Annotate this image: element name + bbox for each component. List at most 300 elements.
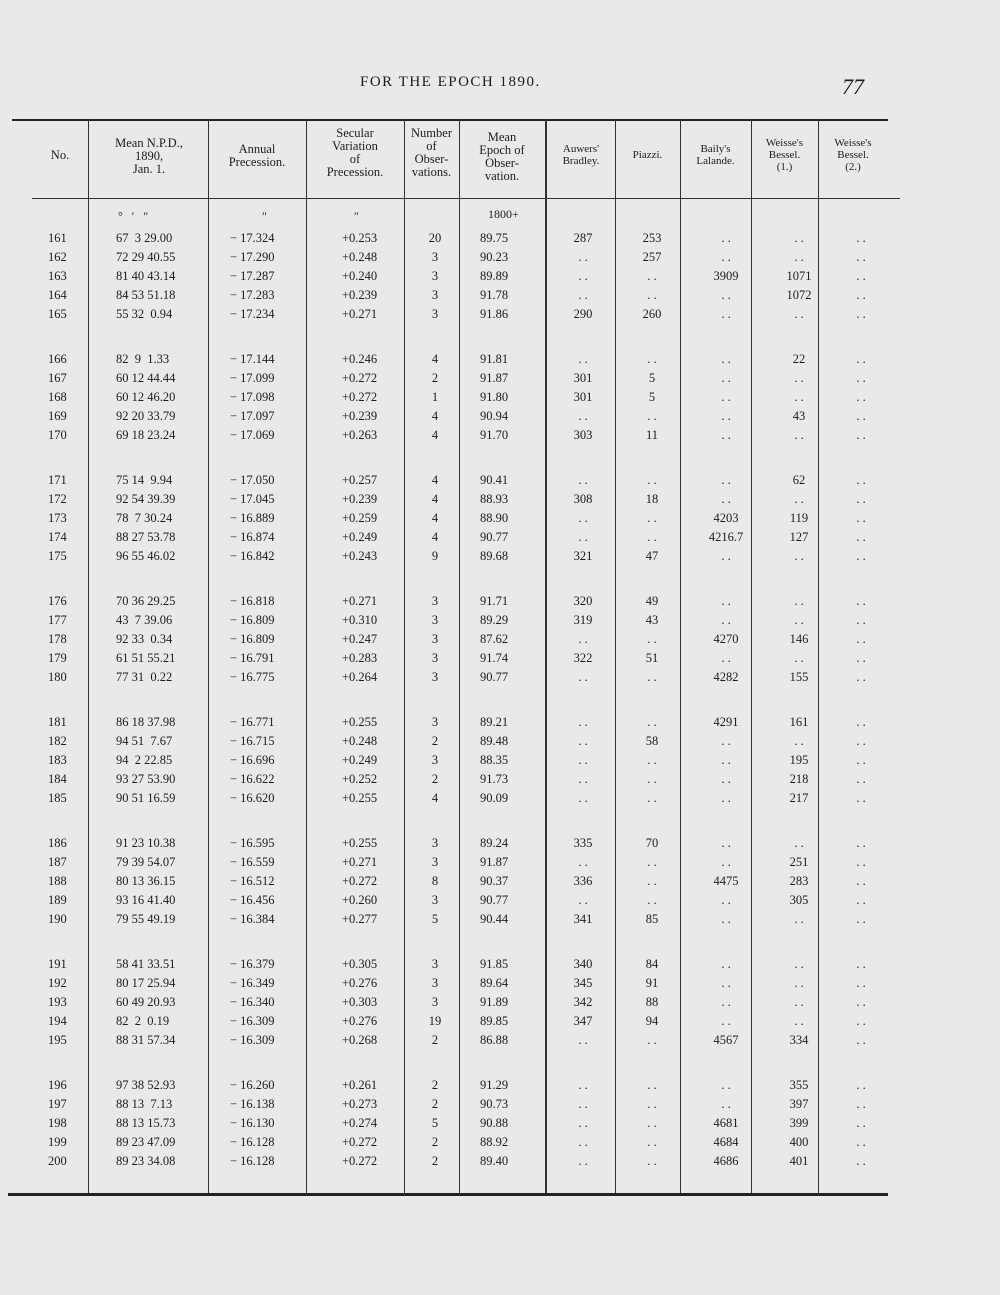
secular-variation-cell: +0.303: [342, 995, 378, 1009]
mean-npd-cell: 89 23 34.08: [116, 1154, 176, 1168]
auwers-bradley-cell: . .: [578, 352, 588, 366]
number-of-observations-cell: 5: [431, 1116, 439, 1130]
annual-precession-cell: − 16.309: [230, 1014, 275, 1028]
secular-variation-cell: +0.276: [342, 976, 378, 990]
piazzi-cell: 47: [645, 549, 659, 563]
secular-variation-cell: +0.277: [342, 912, 378, 926]
weisse-bessel-2-cell: . .: [856, 492, 866, 506]
secular-variation-cell: +0.305: [342, 957, 378, 971]
star-number-cell: 166: [48, 352, 67, 366]
annual-precession-cell: − 17.324: [230, 231, 275, 245]
annual-precession-cell: − 16.620: [230, 791, 275, 805]
mean-epoch-cell: 89.85: [480, 1014, 509, 1028]
auwers-bradley-cell: 287: [573, 231, 593, 245]
weisse-bessel-2-cell: . .: [856, 632, 866, 646]
auwers-bradley-cell: 301: [573, 371, 593, 385]
star-number-cell: 162: [48, 250, 67, 264]
baily-lalande-cell: . .: [721, 473, 731, 487]
header-piazzi: Piazzi.: [632, 149, 663, 161]
mean-epoch-cell: 90.37: [480, 874, 509, 888]
piazzi-cell: . .: [647, 1154, 657, 1168]
weisse-bessel-2-cell: . .: [856, 250, 866, 264]
annual-precession-cell: − 16.809: [230, 632, 275, 646]
mean-epoch-cell: 89.40: [480, 1154, 509, 1168]
piazzi-cell: 51: [645, 651, 659, 665]
secular-variation-cell: +0.246: [342, 352, 378, 366]
secular-variation-cell: +0.271: [342, 594, 378, 608]
weisse-bessel-2-cell: . .: [856, 511, 866, 525]
baily-lalande-cell: . .: [721, 893, 731, 907]
auwers-bradley-cell: . .: [578, 734, 588, 748]
baily-lalande-cell: 4216.7: [708, 530, 744, 544]
weisse-bessel-2-cell: . .: [856, 995, 866, 1009]
auwers-bradley-cell: 340: [573, 957, 593, 971]
mean-npd-cell: 79 39 54.07: [116, 855, 176, 869]
number-of-observations-cell: 3: [431, 651, 439, 665]
weisse-bessel-2-cell: . .: [856, 791, 866, 805]
weisse-bessel-2-cell: . .: [856, 549, 866, 563]
column-divider: [680, 119, 681, 1193]
annual-precession-cell: − 16.559: [230, 855, 275, 869]
mean-epoch-cell: 91.87: [480, 371, 509, 385]
secular-variation-cell: +0.240: [342, 269, 378, 283]
weisse-bessel-1-cell: 400: [789, 1135, 809, 1149]
secular-variation-cell: +0.263: [342, 428, 378, 442]
weisse-bessel-1-cell: 195: [789, 753, 809, 767]
number-of-observations-cell: 5: [431, 912, 439, 926]
weisse-bessel-2-cell: . .: [856, 772, 866, 786]
secular-variation-cell: +0.276: [342, 1014, 378, 1028]
mean-epoch-cell: 91.87: [480, 855, 509, 869]
baily-lalande-cell: . .: [721, 1014, 731, 1028]
number-of-observations-cell: 3: [431, 269, 439, 283]
weisse-bessel-1-cell: 161: [789, 715, 809, 729]
secular-variation-cell: +0.249: [342, 753, 378, 767]
weisse-bessel-1-cell: 217: [789, 791, 809, 805]
mean-npd-cell: 94 51 7.67: [116, 734, 173, 748]
baily-lalande-cell: 4282: [713, 670, 739, 684]
number-of-observations-cell: 2: [431, 1135, 439, 1149]
mean-npd-cell: 75 14 9.94: [116, 473, 173, 487]
auwers-bradley-cell: 341: [573, 912, 593, 926]
weisse-bessel-2-cell: . .: [856, 1116, 866, 1130]
auwers-bradley-cell: 336: [573, 874, 593, 888]
number-of-observations-cell: 2: [431, 1154, 439, 1168]
baily-lalande-cell: 3909: [713, 269, 739, 283]
header-weisse2: Weisse's Bessel. (2.): [834, 137, 872, 173]
column-divider: [615, 119, 616, 1193]
star-number-cell: 172: [48, 492, 67, 506]
column-divider: [545, 119, 547, 1193]
weisse-bessel-1-cell: . .: [794, 912, 804, 926]
piazzi-cell: . .: [647, 1033, 657, 1047]
piazzi-cell: 94: [645, 1014, 659, 1028]
mean-epoch-cell: 91.70: [480, 428, 509, 442]
annual-precession-cell: − 16.791: [230, 651, 275, 665]
weisse-bessel-2-cell: . .: [856, 836, 866, 850]
number-of-observations-cell: 9: [431, 549, 439, 563]
secular-variation-cell: +0.264: [342, 670, 378, 684]
weisse-bessel-1-cell: . .: [794, 836, 804, 850]
annual-precession-cell: − 17.290: [230, 250, 275, 264]
number-of-observations-cell: 4: [431, 530, 439, 544]
auwers-bradley-cell: . .: [578, 1033, 588, 1047]
mean-epoch-cell: 89.75: [480, 231, 509, 245]
mean-epoch-cell: 90.73: [480, 1097, 509, 1111]
secular-variation-cell: +0.272: [342, 1154, 378, 1168]
piazzi-cell: 18: [645, 492, 659, 506]
piazzi-cell: 49: [645, 594, 659, 608]
number-of-observations-cell: 3: [431, 995, 439, 1009]
number-of-observations-cell: 3: [431, 250, 439, 264]
star-number-cell: 195: [48, 1033, 67, 1047]
auwers-bradley-cell: 322: [573, 651, 593, 665]
secular-variation-cell: +0.255: [342, 715, 378, 729]
annual-precession-cell: − 16.889: [230, 511, 275, 525]
mean-epoch-cell: 91.85: [480, 957, 509, 971]
baily-lalande-cell: 4291: [713, 715, 739, 729]
mean-epoch-cell: 89.24: [480, 836, 509, 850]
number-of-observations-cell: 4: [431, 492, 439, 506]
mean-npd-cell: 43 7 39.06: [116, 613, 173, 627]
piazzi-cell: . .: [647, 772, 657, 786]
number-of-observations-cell: 3: [431, 670, 439, 684]
auwers-bradley-cell: 347: [573, 1014, 593, 1028]
secular-variation-cell: +0.239: [342, 409, 378, 423]
piazzi-cell: 58: [645, 734, 659, 748]
weisse-bessel-2-cell: . .: [856, 428, 866, 442]
star-number-cell: 190: [48, 912, 67, 926]
weisse-bessel-1-cell: 1071: [786, 269, 812, 283]
number-of-observations-cell: 2: [431, 1097, 439, 1111]
mean-epoch-cell: 90.23: [480, 250, 509, 264]
baily-lalande-cell: . .: [721, 250, 731, 264]
weisse-bessel-1-cell: 397: [789, 1097, 809, 1111]
annual-precession-cell: − 17.069: [230, 428, 275, 442]
mean-epoch-cell: 91.89: [480, 995, 509, 1009]
star-number-cell: 174: [48, 530, 67, 544]
baily-lalande-cell: . .: [721, 957, 731, 971]
secular-variation-cell: +0.268: [342, 1033, 378, 1047]
mean-npd-cell: 88 27 53.78: [116, 530, 176, 544]
weisse-bessel-2-cell: . .: [856, 269, 866, 283]
star-number-cell: 200: [48, 1154, 67, 1168]
mean-epoch-cell: 90.77: [480, 670, 509, 684]
annual-precession-cell: − 16.696: [230, 753, 275, 767]
weisse-bessel-2-cell: . .: [856, 390, 866, 404]
weisse-bessel-1-cell: . .: [794, 976, 804, 990]
mean-npd-cell: 67 3 29.00: [116, 231, 173, 245]
table-bottom-rule: [8, 1193, 888, 1196]
weisse-bessel-2-cell: . .: [856, 409, 866, 423]
header-rule: [32, 198, 900, 199]
mean-npd-cell: 60 12 44.44: [116, 371, 176, 385]
star-number-cell: 182: [48, 734, 67, 748]
star-number-cell: 199: [48, 1135, 67, 1149]
number-of-observations-cell: 20: [428, 231, 442, 245]
star-number-cell: 198: [48, 1116, 67, 1130]
baily-lalande-cell: 4203: [713, 511, 739, 525]
annual-precession-cell: − 16.622: [230, 772, 275, 786]
mean-npd-cell: 91 23 10.38: [116, 836, 176, 850]
annual-precession-cell: − 17.144: [230, 352, 275, 366]
weisse-bessel-2-cell: . .: [856, 855, 866, 869]
auwers-bradley-cell: . .: [578, 893, 588, 907]
piazzi-cell: . .: [647, 1135, 657, 1149]
mean-npd-cell: 60 12 46.20: [116, 390, 176, 404]
baily-lalande-cell: . .: [721, 594, 731, 608]
mean-npd-cell: 84 53 51.18: [116, 288, 176, 302]
piazzi-cell: 43: [645, 613, 659, 627]
weisse-bessel-2-cell: . .: [856, 288, 866, 302]
auwers-bradley-cell: . .: [578, 288, 588, 302]
mean-npd-cell: 92 20 33.79: [116, 409, 176, 423]
mean-npd-cell: 77 31 0.22: [116, 670, 173, 684]
weisse-bessel-1-cell: . .: [794, 613, 804, 627]
mean-epoch-cell: 90.41: [480, 473, 509, 487]
mean-npd-cell: 61 51 55.21: [116, 651, 176, 665]
header-number: Number of Obser- vations.: [411, 126, 452, 179]
mean-epoch-cell: 90.88: [480, 1116, 509, 1130]
piazzi-cell: . .: [647, 874, 657, 888]
weisse-bessel-2-cell: . .: [856, 371, 866, 385]
baily-lalande-cell: . .: [721, 1078, 731, 1092]
weisse-bessel-1-cell: . .: [794, 1014, 804, 1028]
auwers-bradley-cell: 303: [573, 428, 593, 442]
weisse-bessel-2-cell: . .: [856, 473, 866, 487]
weisse-bessel-1-cell: 155: [789, 670, 809, 684]
piazzi-cell: 88: [645, 995, 659, 1009]
header-auwers: Auwers' Bradley.: [562, 143, 600, 167]
baily-lalande-cell: . .: [721, 912, 731, 926]
weisse-bessel-2-cell: . .: [856, 1014, 866, 1028]
baily-lalande-cell: . .: [721, 995, 731, 1009]
mean-npd-cell: 88 31 57.34: [116, 1033, 176, 1047]
secular-variation-cell: +0.310: [342, 613, 378, 627]
mean-epoch-cell: 89.68: [480, 549, 509, 563]
weisse-bessel-1-cell: 62: [792, 473, 806, 487]
star-number-cell: 164: [48, 288, 67, 302]
header-no: No.: [50, 148, 70, 162]
header-annual: Annual Precession.: [228, 142, 286, 169]
mean-npd-cell: 96 55 46.02: [116, 549, 176, 563]
secular-variation-cell: +0.271: [342, 855, 378, 869]
mean-epoch-cell: 91.81: [480, 352, 509, 366]
number-of-observations-cell: 3: [431, 855, 439, 869]
baily-lalande-cell: . .: [721, 231, 731, 245]
star-number-cell: 181: [48, 715, 67, 729]
auwers-bradley-cell: . .: [578, 409, 588, 423]
star-number-cell: 161: [48, 231, 67, 245]
number-of-observations-cell: 3: [431, 836, 439, 850]
secular-variation-cell: +0.239: [342, 492, 378, 506]
annual-precession-cell: − 17.099: [230, 371, 275, 385]
weisse-bessel-1-cell: . .: [794, 231, 804, 245]
mean-epoch-cell: 91.86: [480, 307, 509, 321]
column-divider: [88, 119, 89, 1193]
piazzi-cell: 85: [645, 912, 659, 926]
baily-lalande-cell: . .: [721, 855, 731, 869]
mean-npd-cell: 88 13 15.73: [116, 1116, 176, 1130]
baily-lalande-cell: . .: [721, 753, 731, 767]
mean-epoch-cell: 89.48: [480, 734, 509, 748]
mean-npd-cell: 94 2 22.85: [116, 753, 173, 767]
weisse-bessel-2-cell: . .: [856, 893, 866, 907]
mean-epoch-cell: 86.88: [480, 1033, 509, 1047]
number-of-observations-cell: 3: [431, 976, 439, 990]
annual-precession-cell: − 16.128: [230, 1135, 275, 1149]
piazzi-cell: 84: [645, 957, 659, 971]
star-catalogue-table: [12, 119, 888, 1196]
mean-npd-cell: 72 29 40.55: [116, 250, 176, 264]
number-of-observations-cell: 2: [431, 772, 439, 786]
weisse-bessel-1-cell: . .: [794, 957, 804, 971]
auwers-bradley-cell: . .: [578, 715, 588, 729]
baily-lalande-cell: . .: [721, 836, 731, 850]
weisse-bessel-1-cell: . .: [794, 594, 804, 608]
mean-npd-cell: 93 16 41.40: [116, 893, 176, 907]
mean-npd-cell: 88 13 7.13: [116, 1097, 173, 1111]
mean-epoch-cell: 90.77: [480, 893, 509, 907]
baily-lalande-cell: 4686: [713, 1154, 739, 1168]
baily-lalande-cell: . .: [721, 549, 731, 563]
number-of-observations-cell: 4: [431, 473, 439, 487]
star-number-cell: 191: [48, 957, 67, 971]
secular-variation-cell: +0.255: [342, 836, 378, 850]
star-number-cell: 165: [48, 307, 67, 321]
secular-variation-cell: +0.271: [342, 307, 378, 321]
weisse-bessel-2-cell: . .: [856, 734, 866, 748]
auwers-bradley-cell: . .: [578, 1154, 588, 1168]
auwers-bradley-cell: 319: [573, 613, 593, 627]
baily-lalande-cell: 4681: [713, 1116, 739, 1130]
annual-precession-cell: − 16.384: [230, 912, 275, 926]
secular-variation-cell: +0.257: [342, 473, 378, 487]
header-epoch: Mean Epoch of Obser- vation.: [479, 130, 525, 183]
weisse-bessel-2-cell: . .: [856, 613, 866, 627]
baily-lalande-cell: . .: [721, 492, 731, 506]
weisse-bessel-1-cell: 127: [789, 530, 809, 544]
header-npd: Mean N.P.D., 1890, Jan. 1.: [115, 136, 183, 176]
annual-precession-cell: − 16.130: [230, 1116, 275, 1130]
star-number-cell: 168: [48, 390, 67, 404]
piazzi-cell: 257: [642, 250, 662, 264]
piazzi-cell: 5: [648, 371, 656, 385]
secular-variation-cell: +0.272: [342, 874, 378, 888]
mean-epoch-cell: 89.29: [480, 613, 509, 627]
piazzi-cell: . .: [647, 1078, 657, 1092]
mean-epoch-cell: 89.21: [480, 715, 509, 729]
annual-precession-cell: − 17.045: [230, 492, 275, 506]
mean-npd-cell: 60 49 20.93: [116, 995, 176, 1009]
annual-precession-cell: − 17.098: [230, 390, 275, 404]
weisse-bessel-1-cell: . .: [794, 250, 804, 264]
weisse-bessel-2-cell: . .: [856, 976, 866, 990]
baily-lalande-cell: . .: [721, 651, 731, 665]
mean-epoch-cell: 91.73: [480, 772, 509, 786]
number-of-observations-cell: 3: [431, 753, 439, 767]
header-weisse1: Weisse's Bessel. (1.): [765, 137, 804, 173]
annual-precession-cell: − 17.050: [230, 473, 275, 487]
mean-epoch-cell: 89.64: [480, 976, 509, 990]
star-number-cell: 171: [48, 473, 67, 487]
annual-precession-cell: − 16.595: [230, 836, 275, 850]
secular-variation-cell: +0.260: [342, 893, 378, 907]
auwers-bradley-cell: . .: [578, 250, 588, 264]
baily-lalande-cell: . .: [721, 352, 731, 366]
annual-precession-cell: − 16.842: [230, 549, 275, 563]
star-number-cell: 167: [48, 371, 67, 385]
auwers-bradley-cell: 321: [573, 549, 593, 563]
annual-precession-cell: − 16.874: [230, 530, 275, 544]
mean-epoch-cell: 91.74: [480, 651, 509, 665]
weisse-bessel-1-cell: . .: [794, 651, 804, 665]
star-number-cell: 194: [48, 1014, 67, 1028]
number-of-observations-cell: 2: [431, 371, 439, 385]
star-number-cell: 176: [48, 594, 67, 608]
weisse-bessel-1-cell: 43: [792, 409, 806, 423]
piazzi-cell: 91: [645, 976, 659, 990]
weisse-bessel-2-cell: . .: [856, 874, 866, 888]
secular-variation-cell: +0.283: [342, 651, 378, 665]
piazzi-cell: . .: [647, 511, 657, 525]
auwers-bradley-cell: . .: [578, 473, 588, 487]
piazzi-cell: 11: [645, 428, 659, 442]
mean-epoch-cell: 90.94: [480, 409, 509, 423]
star-number-cell: 170: [48, 428, 67, 442]
piazzi-cell: 260: [642, 307, 662, 321]
piazzi-cell: . .: [647, 893, 657, 907]
secular-variation-cell: +0.248: [342, 734, 378, 748]
mean-npd-cell: 92 33 0.34: [116, 632, 173, 646]
mean-npd-cell: 86 18 37.98: [116, 715, 176, 729]
weisse-bessel-1-cell: 146: [789, 632, 809, 646]
baily-lalande-cell: . .: [721, 734, 731, 748]
weisse-bessel-2-cell: . .: [856, 753, 866, 767]
mean-epoch-cell: 90.77: [480, 530, 509, 544]
piazzi-cell: . .: [647, 409, 657, 423]
baily-lalande-cell: 4684: [713, 1135, 739, 1149]
secular-variation-cell: +0.261: [342, 1078, 378, 1092]
mean-epoch-cell: 91.29: [480, 1078, 509, 1092]
weisse-bessel-2-cell: . .: [856, 1154, 866, 1168]
mean-epoch-cell: 88.92: [480, 1135, 509, 1149]
weisse-bessel-2-cell: . .: [856, 1097, 866, 1111]
weisse-bessel-2-cell: . .: [856, 594, 866, 608]
weisse-bessel-1-cell: . .: [794, 390, 804, 404]
mean-npd-cell: 97 38 52.93: [116, 1078, 176, 1092]
number-of-observations-cell: 4: [431, 791, 439, 805]
number-of-observations-cell: 3: [431, 594, 439, 608]
annual-precession-cell: − 16.260: [230, 1078, 275, 1092]
npd-units: ° ′ ″: [118, 209, 149, 223]
annual-precession-cell: − 16.715: [230, 734, 275, 748]
secular-variation-cell: +0.272: [342, 390, 378, 404]
piazzi-cell: . .: [647, 530, 657, 544]
secular-variation-cell: +0.252: [342, 772, 378, 786]
mean-npd-cell: 92 54 39.39: [116, 492, 176, 506]
piazzi-cell: . .: [647, 855, 657, 869]
secular-variation-cell: +0.243: [342, 549, 378, 563]
annual-precession-cell: − 16.349: [230, 976, 275, 990]
star-number-cell: 169: [48, 409, 67, 423]
number-of-observations-cell: 4: [431, 409, 439, 423]
piazzi-cell: . .: [647, 791, 657, 805]
auwers-bradley-cell: . .: [578, 632, 588, 646]
baily-lalande-cell: . .: [721, 428, 731, 442]
star-number-cell: 175: [48, 549, 67, 563]
auwers-bradley-cell: . .: [578, 269, 588, 283]
